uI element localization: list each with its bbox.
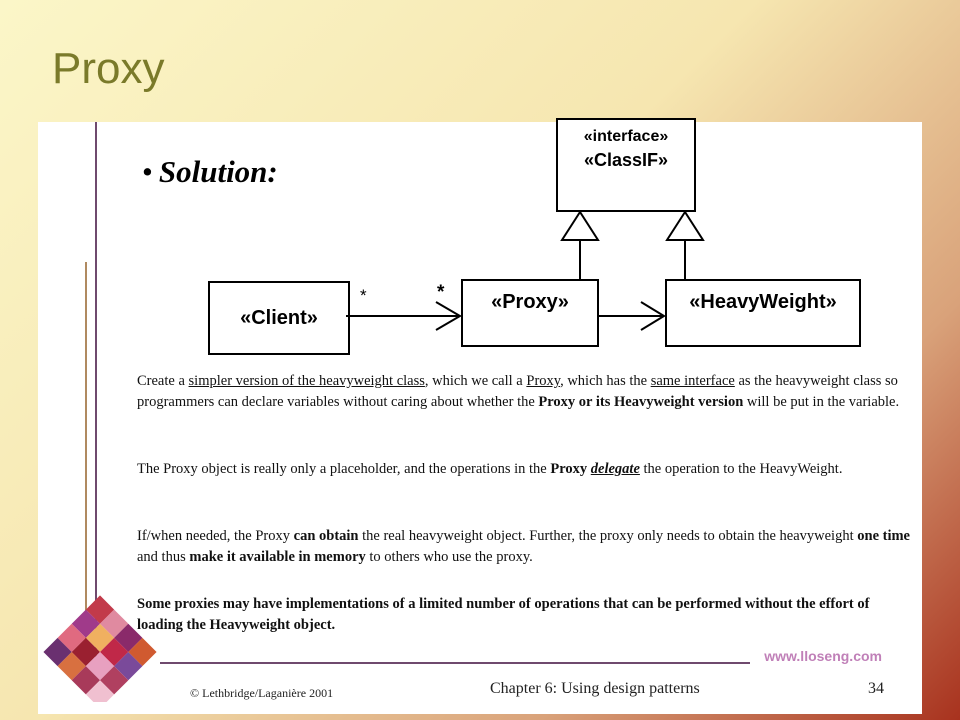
heavyweight-class-box xyxy=(665,279,861,347)
paragraph-4: Some proxies may have implementations of a limited number of operations that can be performed without the effort of loading the Heavyweight object. xyxy=(137,596,870,633)
copyright-text: © Lethbridge/Laganière 2001 xyxy=(190,686,334,700)
multiplicity-client: * xyxy=(360,286,367,305)
multiplicity-proxy: * xyxy=(437,282,445,303)
decor-line-horizontal xyxy=(160,662,750,664)
quilt-decoration-icon xyxy=(40,592,160,702)
proxy-class-box xyxy=(461,279,599,347)
page-number: 34 xyxy=(868,680,884,697)
paragraph-1: Create a simpler version of the heavyweight class, which we call a Proxy, which has the same interface as the heavyweight class so programmers can declare variables without caring about whether the Proxy or its Heavyweight version will be put in the variable. xyxy=(137,373,900,410)
client-class-box xyxy=(208,281,350,355)
interface-stereotype: «interface» xyxy=(583,128,669,145)
paragraph-2: The Proxy object is really only a placeholder, and the operations in the Proxy delegate the operation to the HeavyWeight. xyxy=(137,461,843,477)
client-label: «Client» xyxy=(240,306,318,329)
solution-bullet: • Solution: xyxy=(142,154,278,189)
slide-title: Proxy xyxy=(52,44,165,93)
interface-name: «ClassIF» xyxy=(583,150,669,170)
heavyweight-label: «HeavyWeight» xyxy=(689,291,837,313)
interface-class-box xyxy=(556,118,696,212)
decor-line-vertical-1 xyxy=(95,122,97,662)
website-link[interactable]: www.lloseng.com xyxy=(764,648,882,664)
paragraph-3: If/when needed, the Proxy can obtain the real heavyweight object. Further, the proxy only needs to obtain the heavyweight one time and thus make it available in memory to others who use the proxy. xyxy=(137,528,910,565)
chapter-title: Chapter 6: Using design patterns xyxy=(490,680,700,697)
proxy-label: «Proxy» xyxy=(491,291,569,313)
